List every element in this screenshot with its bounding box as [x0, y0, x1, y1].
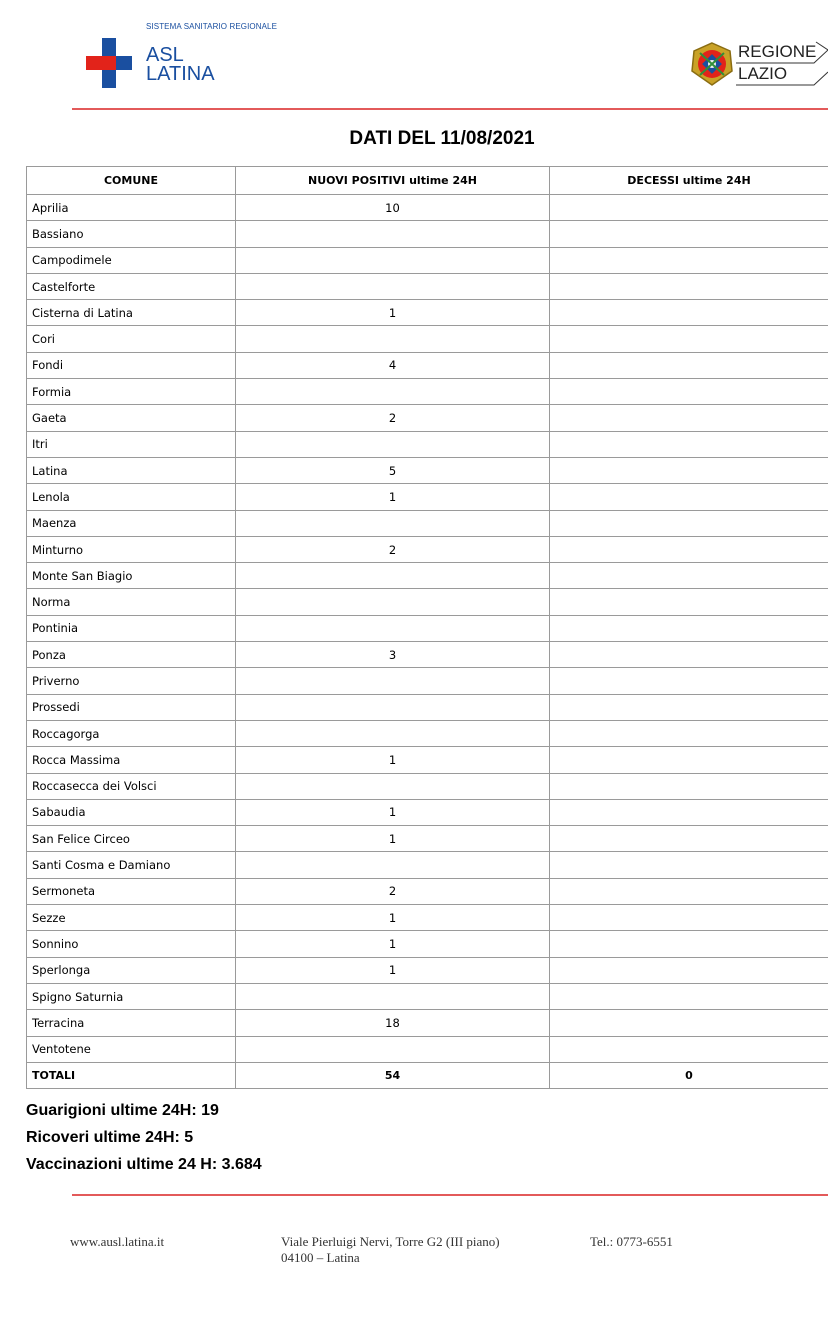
asl-name-line1: ASL	[146, 44, 184, 66]
cell-comune: Prossedi	[27, 694, 236, 720]
cell-nuovi-positivi: 18	[236, 1010, 550, 1036]
table-row	[27, 221, 828, 247]
cell-comune: Norma	[27, 589, 236, 615]
cell-decessi	[550, 563, 828, 589]
cell-decessi	[550, 326, 828, 352]
cell-comune: Terracina	[27, 1010, 236, 1036]
cell-decessi	[550, 773, 828, 799]
cell-comune: Latina	[27, 457, 236, 483]
cell-decessi	[550, 379, 828, 405]
cell-comune: Sermoneta	[27, 878, 236, 904]
table-row	[27, 668, 828, 694]
totals-decessi: 0	[550, 1062, 828, 1088]
cell-decessi	[550, 852, 828, 878]
cell-comune: Sonnino	[27, 931, 236, 957]
table-row	[27, 799, 828, 825]
table-row	[27, 747, 828, 773]
table-row	[27, 405, 828, 431]
cell-decessi	[550, 720, 828, 746]
cell-decessi	[550, 826, 828, 852]
cell-nuovi-positivi	[236, 1036, 550, 1062]
cell-nuovi-positivi: 4	[236, 352, 550, 378]
footer-website[interactable]: www.ausl.latina.it	[70, 1234, 165, 1249]
cell-comune: Rocca Massima	[27, 747, 236, 773]
table-row	[27, 379, 828, 405]
footer-address-line1: Viale Pierluigi Nervi, Torre G2 (III piano)	[281, 1234, 500, 1249]
cell-nuovi-positivi	[236, 431, 550, 457]
cell-nuovi-positivi	[236, 510, 550, 536]
table-row	[27, 1010, 828, 1036]
cell-comune: Spigno Saturnia	[27, 983, 236, 1009]
cell-nuovi-positivi: 2	[236, 878, 550, 904]
asl-org-subtitle: SISTEMA SANITARIO REGIONALE	[146, 22, 278, 31]
cell-comune: Roccagorga	[27, 720, 236, 746]
cell-decessi	[550, 668, 828, 694]
cell-comune: Ponza	[27, 642, 236, 668]
cell-comune: Santi Cosma e Damiano	[27, 852, 236, 878]
stat-guarigioni: Guarigioni ultime 24H: 19	[26, 1102, 219, 1119]
cell-nuovi-positivi: 1	[236, 484, 550, 510]
cell-decessi	[550, 431, 828, 457]
totals-nuovi-positivi: 54	[236, 1062, 550, 1088]
column-header-decessi: DECESSI ultime 24H	[550, 167, 828, 195]
asl-name	[146, 46, 215, 84]
totals-row	[27, 1062, 828, 1088]
cell-nuovi-positivi	[236, 983, 550, 1009]
cell-decessi	[550, 747, 828, 773]
cell-nuovi-positivi: 1	[236, 747, 550, 773]
column-header-comune: COMUNE	[27, 167, 236, 195]
cell-comune: Cisterna di Latina	[27, 300, 236, 326]
cell-decessi	[550, 878, 828, 904]
table-row	[27, 773, 828, 799]
footer-phone: Tel.: 0773-6551	[590, 1234, 673, 1249]
cell-comune: Aprilia	[27, 195, 236, 221]
cell-comune: Castelforte	[27, 273, 236, 299]
cell-nuovi-positivi	[236, 563, 550, 589]
table-header-row	[27, 167, 828, 195]
cell-comune: Bassiano	[27, 221, 236, 247]
header-divider	[72, 108, 828, 110]
cell-comune: Sperlonga	[27, 957, 236, 983]
table-row	[27, 1036, 828, 1062]
region-name-line1: REGIONE	[738, 42, 817, 61]
cell-decessi	[550, 536, 828, 562]
table-row	[27, 247, 828, 273]
stat-ricoveri: Ricoveri ultime 24H: 5	[26, 1129, 194, 1146]
table-row	[27, 983, 828, 1009]
cases-table	[26, 166, 828, 1089]
cell-comune: Roccasecca dei Volsci	[27, 773, 236, 799]
cell-decessi	[550, 221, 828, 247]
cell-decessi	[550, 905, 828, 931]
cell-comune: Monte San Biagio	[27, 563, 236, 589]
cell-nuovi-positivi: 1	[236, 931, 550, 957]
cell-nuovi-positivi: 1	[236, 957, 550, 983]
cell-decessi	[550, 983, 828, 1009]
table-row	[27, 931, 828, 957]
table-row	[27, 352, 828, 378]
table-row	[27, 195, 828, 221]
table-row	[27, 826, 828, 852]
cell-nuovi-positivi	[236, 773, 550, 799]
asl-name-line2: LATINA	[146, 63, 215, 85]
table-row	[27, 563, 828, 589]
cell-nuovi-positivi	[236, 221, 550, 247]
cell-nuovi-positivi	[236, 720, 550, 746]
cell-decessi	[550, 642, 828, 668]
cell-decessi	[550, 352, 828, 378]
cell-decessi	[550, 931, 828, 957]
table-row	[27, 431, 828, 457]
table-body	[27, 195, 828, 1063]
cell-decessi	[550, 300, 828, 326]
cell-nuovi-positivi: 1	[236, 300, 550, 326]
cell-nuovi-positivi: 1	[236, 826, 550, 852]
cell-decessi	[550, 694, 828, 720]
cell-nuovi-positivi: 5	[236, 457, 550, 483]
cell-nuovi-positivi: 2	[236, 405, 550, 431]
table-row	[27, 536, 828, 562]
table-row	[27, 273, 828, 299]
page-title: DATI DEL 11/08/2021	[349, 128, 535, 149]
cell-nuovi-positivi: 3	[236, 642, 550, 668]
table-row	[27, 589, 828, 615]
cell-decessi	[550, 484, 828, 510]
cell-nuovi-positivi	[236, 247, 550, 273]
footer-address-line2: 04100 – Latina	[281, 1250, 360, 1265]
cell-decessi	[550, 273, 828, 299]
table-row	[27, 720, 828, 746]
cell-nuovi-positivi: 1	[236, 905, 550, 931]
table-row	[27, 510, 828, 536]
cell-comune: Itri	[27, 431, 236, 457]
cell-decessi	[550, 247, 828, 273]
cell-nuovi-positivi: 2	[236, 536, 550, 562]
cell-comune: Ventotene	[27, 1036, 236, 1062]
cell-comune: Gaeta	[27, 405, 236, 431]
cell-decessi	[550, 510, 828, 536]
table-row	[27, 694, 828, 720]
cell-comune: Minturno	[27, 536, 236, 562]
cell-comune: Fondi	[27, 352, 236, 378]
cell-nuovi-positivi	[236, 379, 550, 405]
cell-comune: Lenola	[27, 484, 236, 510]
table-row	[27, 326, 828, 352]
table-row	[27, 905, 828, 931]
cell-comune: Pontinia	[27, 615, 236, 641]
table-row	[27, 642, 828, 668]
table-row	[27, 484, 828, 510]
table-row	[27, 457, 828, 483]
cell-comune: San Felice Circeo	[27, 826, 236, 852]
cell-comune: Formia	[27, 379, 236, 405]
table-row	[27, 852, 828, 878]
asl-cross-logo	[86, 38, 132, 88]
cell-nuovi-positivi	[236, 668, 550, 694]
cell-nuovi-positivi: 10	[236, 195, 550, 221]
table-row	[27, 957, 828, 983]
cell-comune: Cori	[27, 326, 236, 352]
table-row	[27, 300, 828, 326]
cell-comune: Maenza	[27, 510, 236, 536]
cell-nuovi-positivi	[236, 852, 550, 878]
table-row	[27, 615, 828, 641]
cell-decessi	[550, 589, 828, 615]
cell-decessi	[550, 799, 828, 825]
cell-nuovi-positivi	[236, 694, 550, 720]
cell-decessi	[550, 1036, 828, 1062]
cell-comune: Sezze	[27, 905, 236, 931]
column-header-nuovi-positivi: NUOVI POSITIVI ultime 24H	[236, 167, 550, 195]
cell-nuovi-positivi	[236, 589, 550, 615]
table-row	[27, 878, 828, 904]
cell-comune: Sabaudia	[27, 799, 236, 825]
cell-comune: Campodimele	[27, 247, 236, 273]
cell-nuovi-positivi: 1	[236, 799, 550, 825]
cell-decessi	[550, 457, 828, 483]
region-name-line2: LAZIO	[738, 64, 788, 83]
cell-decessi	[550, 615, 828, 641]
cell-decessi	[550, 195, 828, 221]
cell-nuovi-positivi	[236, 273, 550, 299]
summary-stats	[26, 1100, 262, 1181]
cell-decessi	[550, 405, 828, 431]
letterhead	[0, 0, 828, 112]
cell-nuovi-positivi	[236, 326, 550, 352]
stat-vaccinazioni: Vaccinazioni ultime 24 H: 3.684	[26, 1156, 262, 1173]
cell-comune: Priverno	[27, 668, 236, 694]
regione-lazio-emblem-icon	[690, 41, 734, 87]
cell-nuovi-positivi	[236, 615, 550, 641]
footer-divider	[72, 1194, 828, 1196]
regione-lazio-wordmark	[736, 40, 828, 88]
footer-address	[281, 1234, 500, 1266]
totals-label: TOTALI	[27, 1062, 236, 1088]
cell-decessi	[550, 957, 828, 983]
cell-decessi	[550, 1010, 828, 1036]
